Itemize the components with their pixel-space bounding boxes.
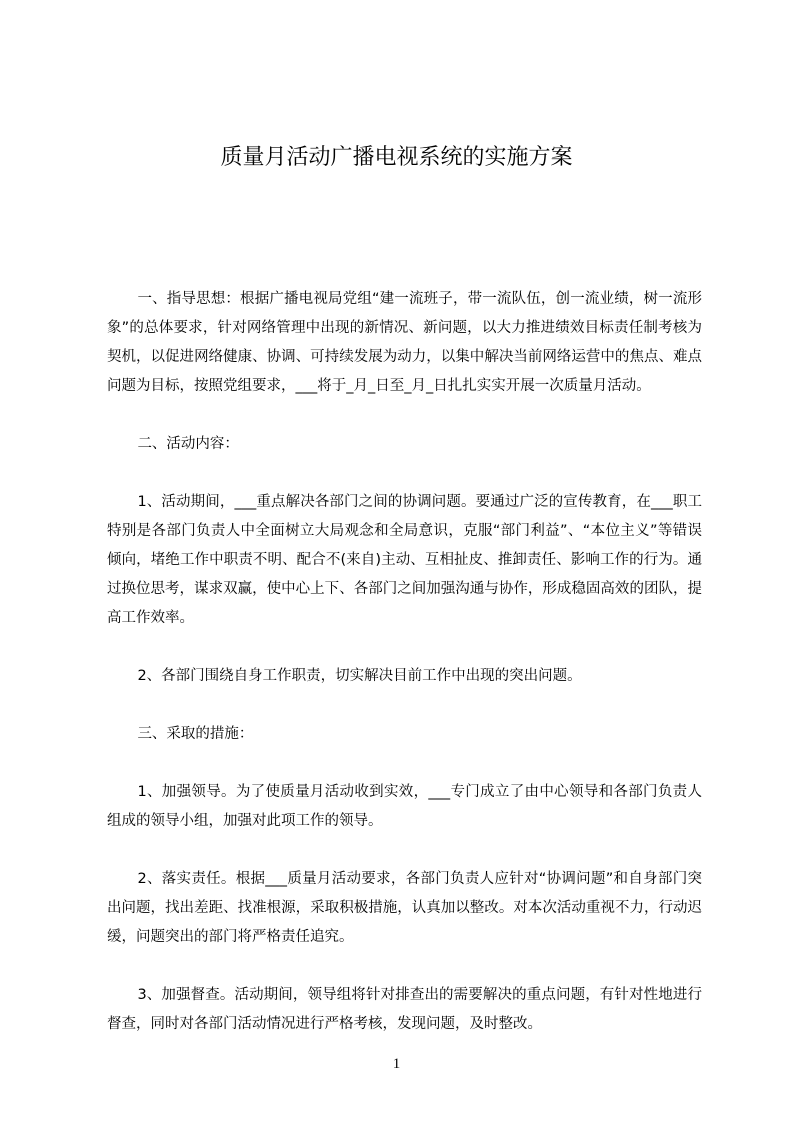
paragraph-measure-2: 2、落实责任。根据___质量月活动要求，各部门负责人应针对“协调问题”和自身部门突出问题，找出差距、找准根源，采取积极措施，认真加以整改。对本次活动重视不力，行动迟缓，问题突出的部门将严格责任追究。: [107, 871, 702, 945]
document-title: 质量月活动广播电视系统的实施方案: [220, 145, 573, 170]
paragraph-measure-3: 3、加强督查。活动期间，领导组将针对排查出的需要解决的重点问题，有针对性地进行督查，同时对各部门活动情况进行严格考核，发现问题，及时整改。: [107, 987, 702, 1032]
paragraph-measure-1: 1、加强领导。为了使质量月活动收到实效，___专门成立了由中心领导和各部门负责人组成的领导小组，加强对此项工作的领导。: [107, 784, 702, 829]
paragraph-guiding-thought: 一、指导思想：根据广播电视局党组“建一流班子，带一流队伍，创一流业绩，树一流形象”的总体要求，针对网络管理中出现的新情况、新问题，以大力推进绩效目标责任制考核为契机，以促进网络健康、协调、可持续发展为动力，以集中解决当前网络运营中的焦点、难点问题为目标，按照党组要求，___将于_月_日至_月_日扎扎实实开展一次质量月活动。: [107, 291, 702, 394]
heading-activity-content: 二、活动内容：: [137, 436, 239, 452]
paragraph-content-item-2: 2、各部门围绕自身工作职责，切实解决目前工作中出现的突出问题。: [137, 668, 582, 684]
document-body: [107, 285, 702, 1039]
heading-measures: 三、采取的措施：: [137, 726, 254, 742]
page-number: 1: [392, 1056, 401, 1072]
paragraph-content-item-1: 1、活动期间，___重点解决各部门之间的协调问题。要通过广泛的宣传教育，在___职工特别是各部门负责人中全面树立大局观念和全局意识，克服“部门利益”、“本位主义”等错误倾向，堵绝工作中职责不明、配合不(来自)主动、互相扯皮、推卸责任、影响工作的行为。通过换位思考，谋求双赢，使中心上下、各部门之间加强沟通与协作，形成稳固高效的团队，提高工作效率。: [107, 494, 702, 626]
